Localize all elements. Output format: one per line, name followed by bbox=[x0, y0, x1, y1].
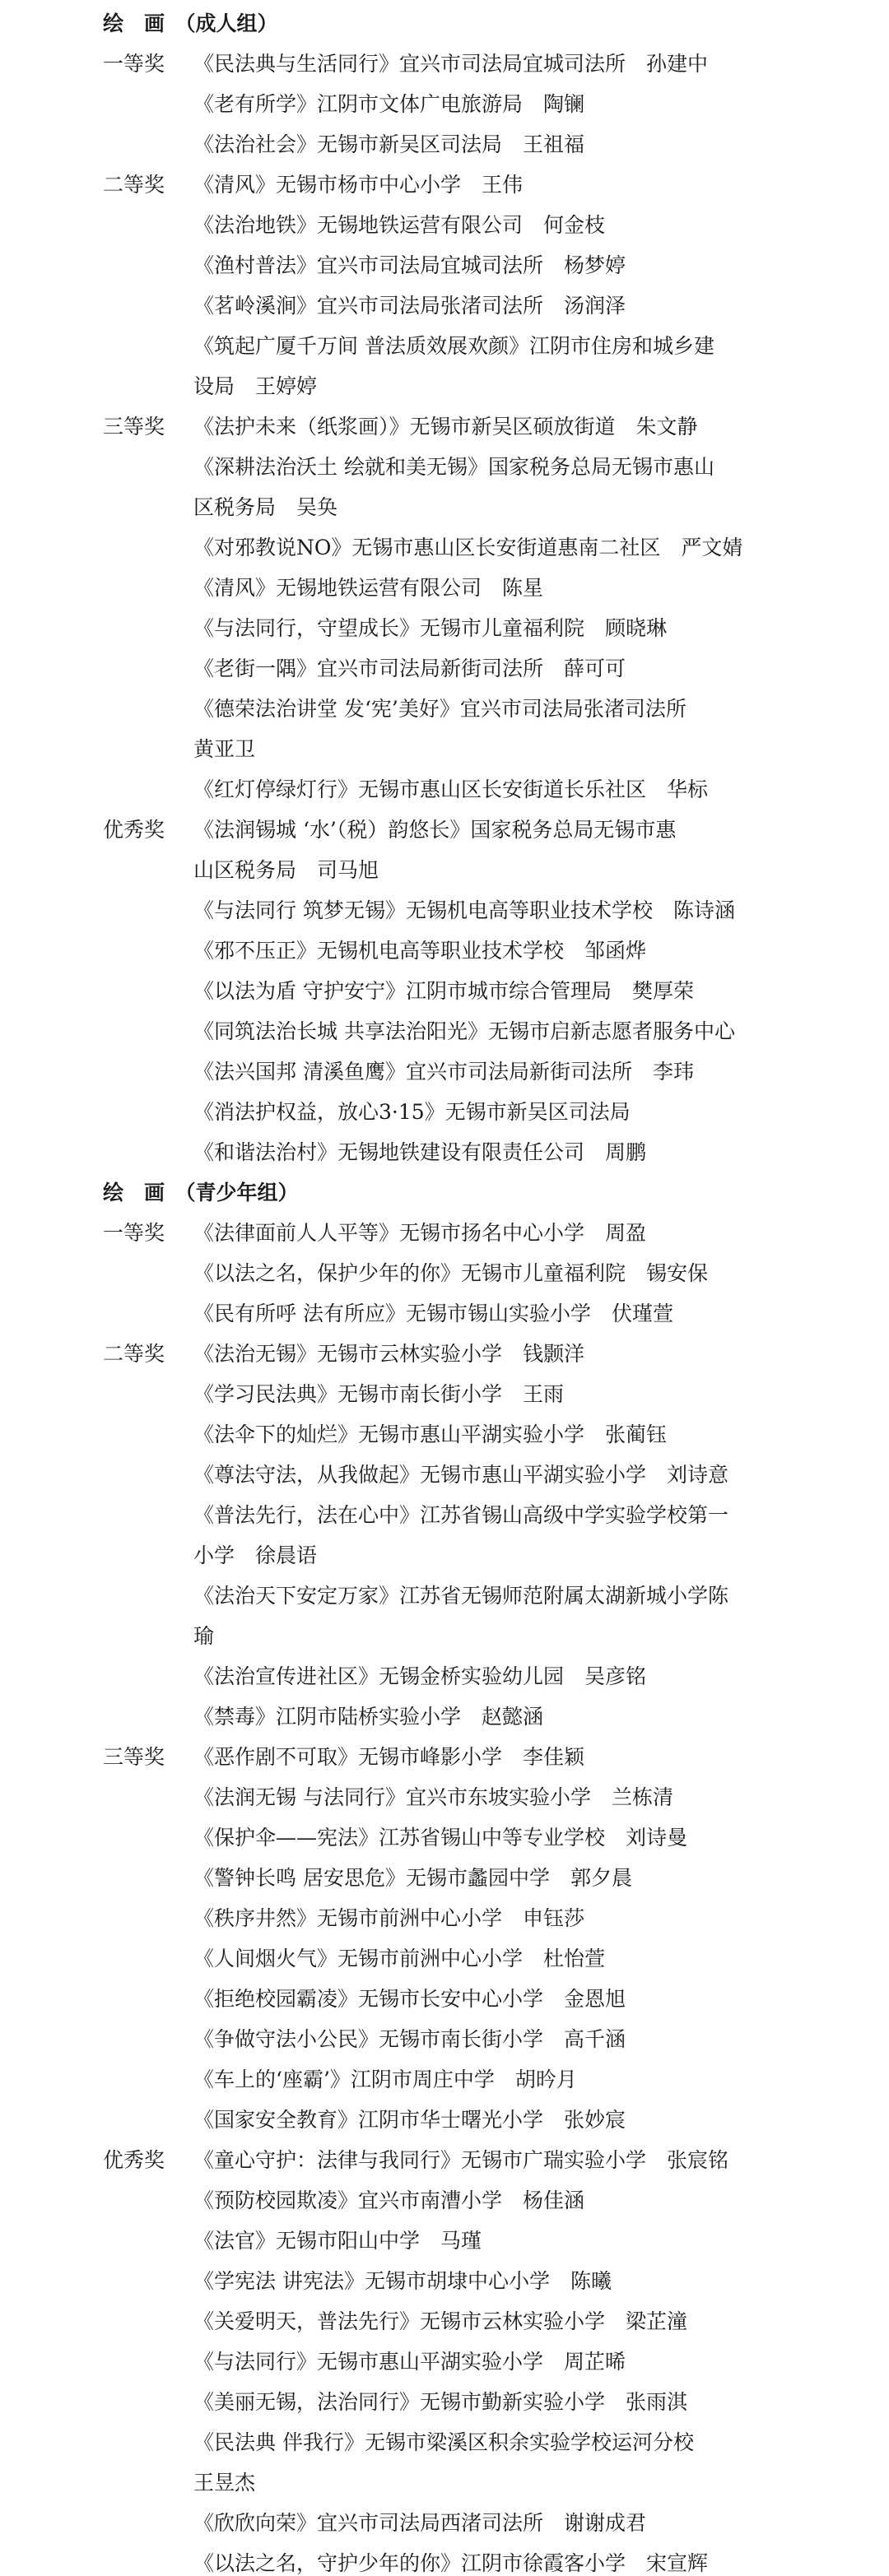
award-entry: 《以法之名，守护少年的你》江阴市徐霞客小学 宋宣辉 bbox=[193, 2551, 709, 2575]
award-entry-continuation: 王昱杰 bbox=[193, 2471, 256, 2495]
award-entry: 《拒绝校园霸凌》无锡市长安中心小学 金恩旭 bbox=[193, 1987, 626, 2011]
award-tier-label: 二等奖 bbox=[103, 173, 165, 197]
award-tier-label: 三等奖 bbox=[103, 1745, 165, 1769]
award-tier-label: 二等奖 bbox=[103, 1342, 165, 1366]
award-entry: 《保护伞——宪法》江苏省锡山中等专业学校 刘诗曼 bbox=[193, 1826, 688, 1850]
award-entry: 《关爱明天，普法先行》无锡市云林实验小学 梁芷潼 bbox=[193, 2309, 688, 2333]
award-entry: 《深耕法治沃土 绘就和美无锡》国家税务总局无锡市惠山 bbox=[193, 455, 714, 479]
award-entry: 《清风》无锡市杨市中心小学 王伟 bbox=[193, 173, 524, 197]
award-entry: 《秩序井然》无锡市前洲中心小学 申钰莎 bbox=[193, 1906, 585, 1930]
award-tier-label: 一等奖 bbox=[103, 1221, 165, 1245]
award-entry: 《茗岭溪涧》宜兴市司法局张渚司法所 汤润泽 bbox=[193, 294, 626, 318]
award-entry: 《禁毒》江阴市陆桥实验小学 赵懿涵 bbox=[193, 1705, 544, 1729]
award-entry: 《国家安全教育》江阴市华士曙光小学 张妙宸 bbox=[193, 2108, 626, 2132]
award-entry: 《预防校园欺凌》宜兴市南漕小学 杨佳涵 bbox=[193, 2188, 585, 2212]
award-entry: 《以法之名，保护少年的你》无锡市儿童福利院 锡安保 bbox=[193, 1261, 709, 1285]
award-entry: 《法治社会》无锡市新吴区司法局 王祖福 bbox=[193, 132, 585, 156]
award-entry: 《和谐法治村》无锡地铁建设有限责任公司 周鹏 bbox=[193, 1140, 647, 1164]
award-entry: 《消法护权益，放心3·15》无锡市新吴区司法局 bbox=[193, 1100, 631, 1124]
award-entry: 《与法同行》无锡市惠山平湖实验小学 周芷晞 bbox=[193, 2350, 626, 2374]
award-entry: 《以法为盾 守护安宁》江阴市城市综合管理局 樊厚荣 bbox=[193, 979, 694, 1003]
award-tier-label: 一等奖 bbox=[103, 52, 165, 76]
award-entry-continuation: 瑜 bbox=[193, 1624, 215, 1648]
award-entry: 《法润无锡 与法同行》宜兴市东坡实验小学 兰栋清 bbox=[193, 1785, 673, 1809]
award-entry: 《筑起广厦千万间 普法质效展欢颜》江阴市住房和城乡建 bbox=[193, 334, 714, 358]
award-entry: 《尊法守法，从我做起》无锡市惠山平湖实验小学 刘诗意 bbox=[193, 1463, 729, 1487]
award-entry: 《渔村普法》宜兴市司法局宜城司法所 杨梦婷 bbox=[193, 253, 626, 277]
award-entry: 《法治天下安定万家》江苏省无锡师范附属太湖新城小学陈 bbox=[193, 1584, 729, 1608]
award-entry: 《与法同行 筑梦无锡》无锡机电高等职业技术学校 陈诗涵 bbox=[193, 898, 735, 922]
award-entry: 《法润锡城 ‘水’（税）韵悠长》国家税务总局无锡市惠 bbox=[193, 818, 677, 842]
award-tier-label: 优秀奖 bbox=[103, 2148, 165, 2172]
award-entry: 《法兴国邦 清溪鱼鹰》宜兴市司法局新街司法所 李玮 bbox=[193, 1060, 694, 1084]
award-entry: 《法律面前人人平等》无锡市扬名中心小学 周盈 bbox=[193, 1221, 647, 1245]
award-entry: 《童心守护：法律与我同行》无锡市广瑞实验小学 张宸铭 bbox=[193, 2148, 729, 2172]
award-entry: 《对邪教说NO》无锡市惠山区长安街道惠南二社区 严文婧 bbox=[193, 536, 743, 559]
award-entry: 《法护未来（纸浆画）》无锡市新吴区硕放街道 朱文静 bbox=[193, 415, 698, 439]
award-entry: 《法伞下的灿烂》无锡市惠山平湖实验小学 张蔺钰 bbox=[193, 1423, 668, 1446]
award-entry: 《争做守法小公民》无锡市南长街小学 高千涵 bbox=[193, 2027, 626, 2051]
award-entry: 《人间烟火气》无锡市前洲中心小学 杜怡萱 bbox=[193, 1947, 606, 1970]
award-entry-continuation: 区税务局 吴奂 bbox=[193, 495, 338, 519]
award-entry: 《清风》无锡地铁运营有限公司 陈星 bbox=[193, 576, 544, 600]
award-entry-continuation: 设局 王婷婷 bbox=[193, 374, 318, 398]
award-entry: 《老有所学》江阴市文体广电旅游局 陶镧 bbox=[193, 92, 585, 116]
award-entry: 《民法典 伴我行》无锡市梁溪区积余实验学校运河分校 bbox=[193, 2430, 694, 2454]
award-entry: 《普法先行，法在心中》江苏省锡山高级中学实验学校第一 bbox=[193, 1503, 729, 1527]
award-entry: 《学宪法 讲宪法》无锡市胡埭中心小学 陈曦 bbox=[193, 2269, 612, 2293]
award-entry: 《警钟长鸣 居安思危》无锡市蠡园中学 郭夕晨 bbox=[193, 1866, 632, 1890]
award-entry: 《恶作剧不可取》无锡市峰影小学 李佳颖 bbox=[193, 1745, 585, 1769]
award-tier-label: 优秀奖 bbox=[103, 818, 165, 842]
award-entry: 《邪不压正》无锡机电高等职业技术学校 邹函烨 bbox=[193, 939, 647, 963]
award-entry: 《欣欣向荣》宜兴市司法局西渚司法所 谢谢成君 bbox=[193, 2511, 647, 2535]
award-entry: 《法治无锡》无锡市云林实验小学 钱颢洋 bbox=[193, 1342, 585, 1366]
award-entry: 《美丽无锡，法治同行》无锡市勤新实验小学 张雨淇 bbox=[193, 2390, 688, 2414]
award-entry-continuation: 山区税务局 司马旭 bbox=[193, 858, 379, 882]
award-entry: 《法治地铁》无锡地铁运营有限公司 何金枝 bbox=[193, 213, 606, 237]
section-title: 绘 画 （成人组） bbox=[103, 12, 278, 35]
award-entry-continuation: 黄亚卫 bbox=[193, 737, 256, 761]
award-entry: 《民法典与生活同行》宜兴市司法局宜城司法所 孙建中 bbox=[193, 52, 709, 76]
award-entry: 《学习民法典》无锡市南长街小学 王雨 bbox=[193, 1382, 565, 1406]
award-entry: 《与法同行，守望成长》无锡市儿童福利院 顾晓琳 bbox=[193, 616, 668, 640]
award-entry: 《德荣法治讲堂 发‘宪’美好》宜兴市司法局张渚司法所 bbox=[193, 697, 687, 721]
award-entry: 《车上的‘座霸’》江阴市周庄中学 胡昑月 bbox=[193, 2068, 577, 2091]
award-entry: 《同筑法治长城 共享法治阳光》无锡市启新志愿者服务中心 bbox=[193, 1019, 735, 1043]
award-entry: 《红灯停绿灯行》无锡市惠山区长安街道长乐社区 华标 bbox=[193, 777, 709, 801]
award-entry-continuation: 小学 徐晨语 bbox=[193, 1543, 318, 1567]
award-entry: 《法治宣传进社区》无锡金桥实验幼儿园 吴彦铭 bbox=[193, 1664, 647, 1688]
award-entry: 《民有所呼 法有所应》无锡市锡山实验小学 伏瑾萱 bbox=[193, 1302, 673, 1325]
section-title: 绘 画 （青少年组） bbox=[103, 1181, 299, 1204]
award-entry: 《老街一隅》宜兴市司法局新街司法所 薛可可 bbox=[193, 657, 626, 680]
award-tier-label: 三等奖 bbox=[103, 415, 165, 439]
award-entry: 《法官》无锡市阳山中学 马瑾 bbox=[193, 2229, 482, 2253]
